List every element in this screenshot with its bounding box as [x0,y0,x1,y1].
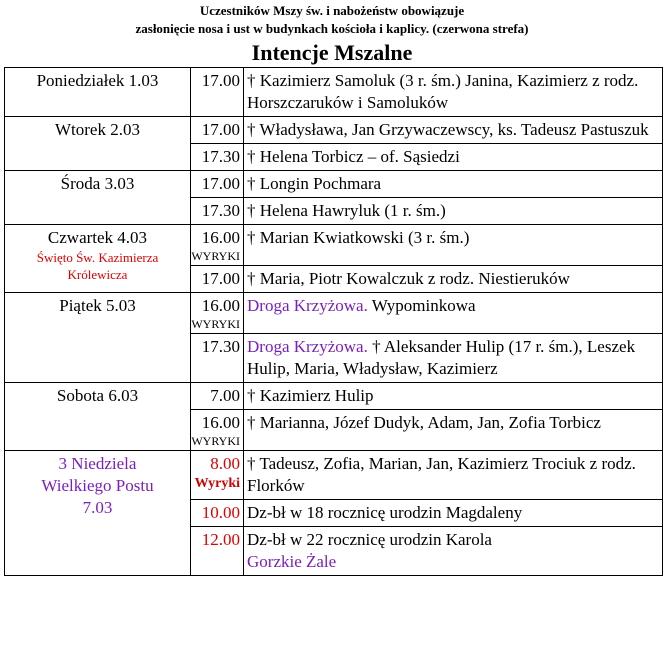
intention-cell: † Marianna, Józef Dudyk, Adam, Jan, Zofia Torbicz [244,410,663,451]
intention-cell: † Longin Pochmara [244,171,663,198]
lenten-lamentations-label: Gorzkie Żale [247,552,337,571]
table-row [5,171,663,198]
stations-of-cross-label: Droga Krzyżowa. [247,296,368,315]
time-cell: 7.00 [191,383,244,410]
intention-cell [244,293,663,334]
intention-text: Wypominkowa [367,296,476,315]
intention-cell: † Tadeusz, Zofia, Marian, Jan, Kazimierz Trociuk z rodz. Florków [244,451,663,500]
location-label: Wyryki [194,476,240,491]
table-row [5,383,663,410]
notice-line-2: zasłonięcie nosa i ust w budynkach kościoła i kaplicy. (czerwona strefa) [135,21,529,36]
day-cell: Środa 3.03 [5,171,191,225]
intention-cell: † Kazimierz Samoluk (3 r. śm.) Janina, Kazimierz z rodz. Horszczaruków i Samoluków [244,68,663,117]
sunday-label-1: 3 Niedziela [58,454,137,473]
table-row [5,293,663,334]
intention-cell: † Władysława, Jan Grzywaczewscy, ks. Tadeusz Pastuszuk [244,117,663,144]
intention-text: Dz-bł w 22 rocznicę urodzin Karola [247,530,492,549]
table-row [5,225,663,266]
time-cell: 17.30 [191,144,244,171]
time-cell: 17.00 [191,68,244,117]
day-cell: Wtorek 2.03 [5,117,191,171]
time-cell: 10.00 [191,500,244,527]
time-label: 16.00 [201,228,240,247]
table-row [5,117,663,144]
intention-cell: † Kazimierz Hulip [244,383,663,410]
location-label: WYRYKI [191,434,240,448]
intention-cell: Dz-bł w 18 rocznicę urodzin Magdaleny [244,500,663,527]
location-label: WYRYKI [191,249,240,263]
time-cell: 12.00 [191,527,244,576]
intention-cell: † Helena Torbicz – of. Sąsiedzi [244,144,663,171]
page-title: Intencje Mszalne [251,40,413,65]
day-label: Czwartek 4.03 [47,228,148,247]
time-label: 16.00 [201,296,240,315]
day-cell [5,225,191,293]
sunday-label-2: Wielkiego Postu [41,476,154,495]
day-cell: Sobota 6.03 [5,383,191,451]
intention-cell: † Marian Kwiatkowski (3 r. śm.) [244,225,663,266]
intention-cell: † Maria, Piotr Kowalczuk z rodz. Niestieruków [244,266,663,293]
intention-cell: † Helena Hawryluk (1 r. śm.) [244,198,663,225]
time-cell [191,225,244,266]
time-cell: 17.00 [191,171,244,198]
sunday-date: 7.03 [82,498,113,517]
table-row [5,68,663,117]
intention-cell [244,527,663,576]
notice-line-1: Uczestników Mszy św. i nabożeństw obowiązuje [199,3,465,18]
time-cell [191,410,244,451]
feast-label: Święto Św. Kazimierza Królewicza [36,250,159,282]
time-cell: 17.00 [191,266,244,293]
time-label: 16.00 [201,413,240,432]
time-cell [191,293,244,334]
location-label: WYRYKI [191,317,240,331]
time-cell: 17.30 [191,198,244,225]
time-cell: 17.30 [191,334,244,383]
table-row [5,451,663,500]
day-cell: Poniedziałek 1.03 [5,68,191,117]
time-label: 8.00 [210,454,240,473]
day-cell [5,451,191,576]
time-cell: 17.00 [191,117,244,144]
mass-intentions-table [4,67,663,576]
intention-text: † Aleksander Hulip (17 r. śm.), Leszek Hulip, Maria, Władysław, Kazimierz [247,337,636,378]
day-cell: Piątek 5.03 [5,293,191,383]
intention-cell [244,334,663,383]
time-cell [191,451,244,500]
stations-of-cross-label: Droga Krzyżowa. [247,337,368,356]
